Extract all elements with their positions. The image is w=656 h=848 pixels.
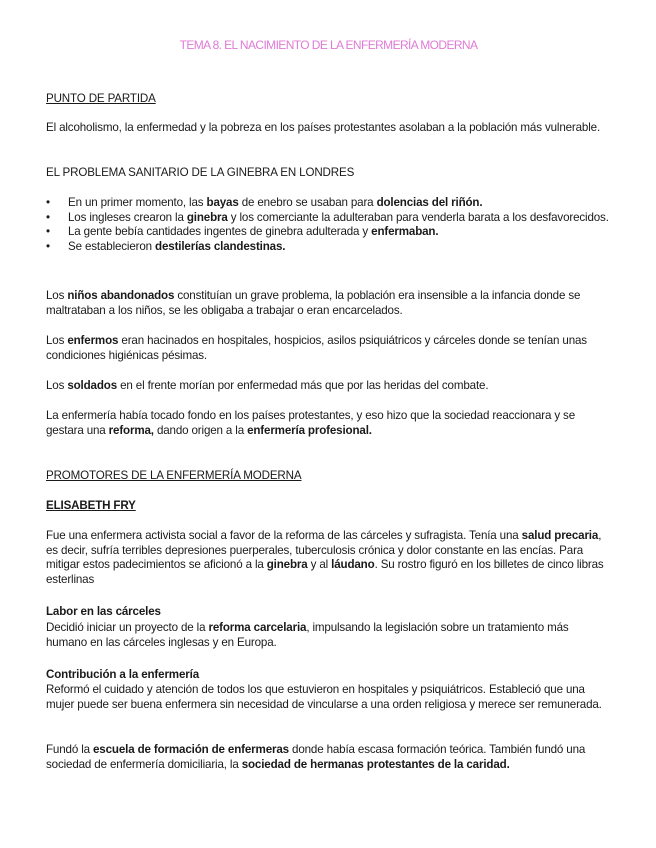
list-item: • En un primer momento, las bayas de enebro se usaban para dolencias del riñón. bbox=[46, 196, 483, 209]
subheading-labor-carceles: Labor en las cárceles bbox=[46, 605, 161, 618]
paragraph-labor: Decidió iniciar un proyecto de la reforma carcelaria, impulsando la legislación sobre un tratamiento más humano en las cárceles inglesas y en Europa. bbox=[46, 621, 569, 649]
paragraph-punto-partida: El alcoholismo, la enfermedad y la pobreza en los países protestantes asolaban a la población más vulnerable. bbox=[46, 121, 601, 134]
paragraph-escuela: Fundó la escuela de formación de enfermeras donde había escasa formación teórica. También fundó una sociedad de enfermería domiciliaria, la sociedad de hermanas protestantes de la caridad. bbox=[46, 743, 586, 771]
subheading-elisabeth-fry: ELISABETH FRY bbox=[46, 499, 136, 512]
paragraph-soldados: Los soldados en el frente morían por enfermedad más que por las heridas del combate. bbox=[46, 379, 489, 392]
bullet-icon: • bbox=[46, 225, 50, 239]
bullet-icon: • bbox=[46, 210, 50, 224]
section-heading-promotores: PROMOTORES DE LA ENFERMERÍA MODERNA bbox=[46, 469, 302, 482]
list-item: • La gente bebía cantidades ingentes de ginebra adulterada y enfermaban. bbox=[46, 225, 439, 239]
paragraph-fry: Fue una enfermera activista social a favor de la reforma de las cárceles y sufragista. Tenía una salud precaria, es decir, sufría terribles depresiones puerperales, tuberculosis crónica y dolor constante en las encías. Para mitigar estos padecimientos se aficionó a la ginebra y al láudano. Su rostro figuró en los billetes de cinco libras esterlinas bbox=[46, 529, 604, 586]
bullet-icon: • bbox=[46, 196, 50, 209]
section-heading-ginebra: EL PROBLEMA SANITARIO DE LA GINEBRA EN LONDRES bbox=[46, 166, 355, 179]
section-heading-punto-partida: PUNTO DE PARTIDA bbox=[46, 92, 156, 105]
list-item: • Los ingleses crearon la ginebra y los comerciante la adulteraban para venderla barata a los desfavorecidos. bbox=[46, 210, 609, 224]
paragraph-fondo: La enfermería había tocado fondo en los países protestantes, y eso hizo que la sociedad reaccionara y se gestara una reforma, dando origen a la enfermería profesional. bbox=[46, 409, 576, 437]
bullet-icon: • bbox=[46, 239, 50, 253]
paragraph-enfermos: Los enfermos eran hacinados en hospitales, hospicios, asilos psiquiátricos y cárceles donde se tenían unas condiciones higiénicas pésimas. bbox=[46, 334, 587, 362]
list-item: • Se establecieron destilerías clandestinas. bbox=[46, 239, 286, 253]
ginebra-bullet-list bbox=[46, 196, 611, 254]
paragraph-contribucion: Reformó el cuidado y atención de todos los que estuvieron en hospitales y psiquiátricos. Estableció que una mujer puede ser buena enfermera sin necesidad de vincularse a una orden religiosa y merece ser remunerada. bbox=[46, 683, 602, 711]
page-title: TEMA 8. EL NACIMIENTO DE LA ENFERMERÍA MODERNA bbox=[179, 38, 478, 52]
paragraph-ninos: Los niños abandonados constituían un grave problema, la población era insensible a la infancia donde se maltrataban a los niños, se les obligaba a trabajar o eran encarcelados. bbox=[46, 289, 581, 317]
subheading-contribucion: Contribución a la enfermería bbox=[46, 668, 199, 681]
